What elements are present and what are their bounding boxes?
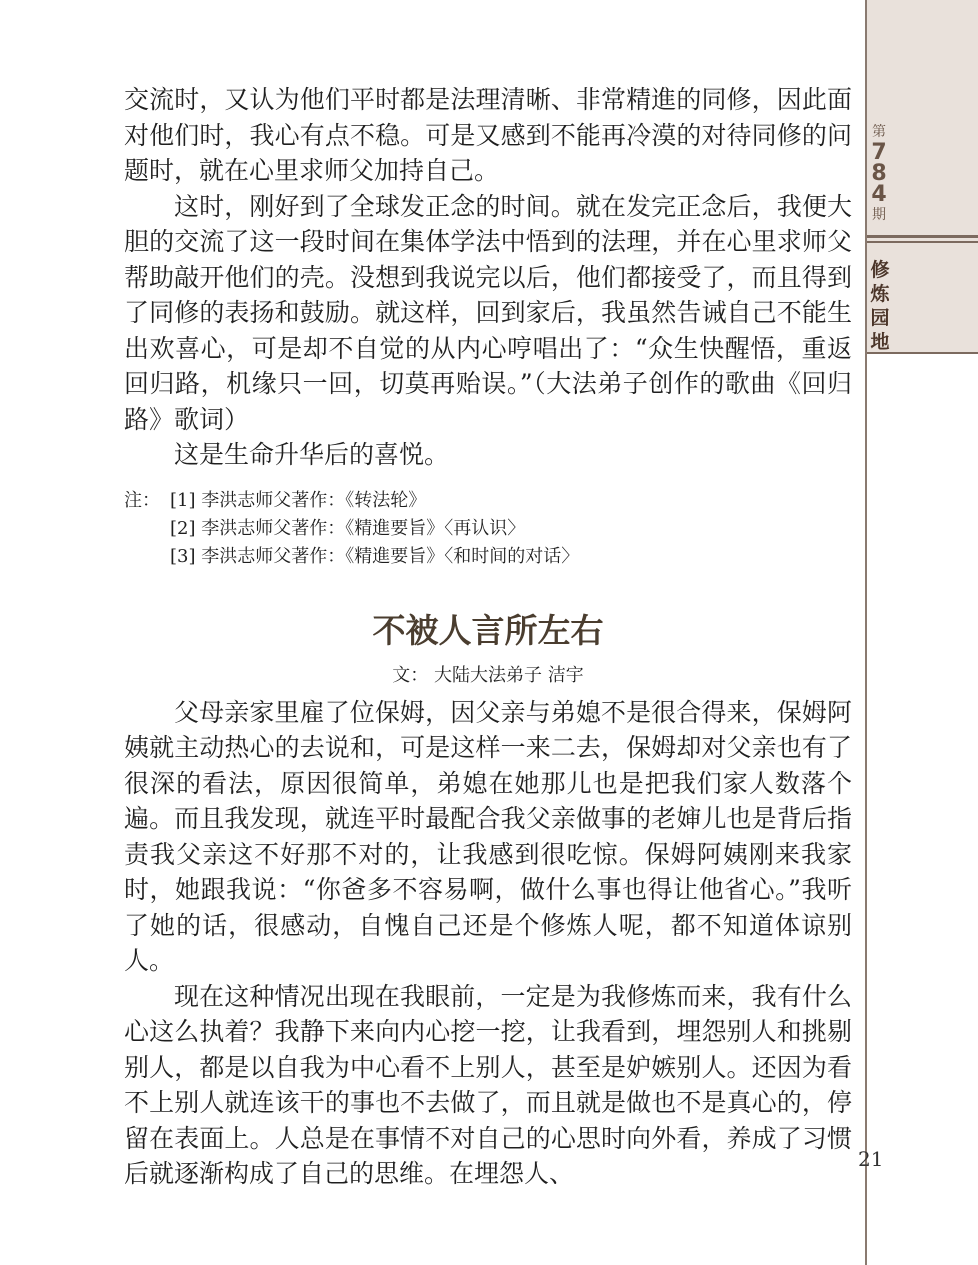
article-title: 不被人言所左右: [372, 610, 604, 650]
article-paragraph: 交流时，又认为他们平时都是法理清晰、非常精進的同修，因此面对他们时，我心有点不稳。可是又感到不能再冷漠的对待同修的问题时，就在心里求师父加持自己。: [124, 85, 852, 185]
footnote: [124, 487, 852, 515]
section-char: 地: [870, 331, 890, 353]
footnote: [124, 515, 852, 543]
issue-digit: 7: [871, 140, 887, 165]
issue-number: [867, 122, 891, 225]
issue-suffix: 期: [872, 207, 886, 223]
section-char: 炼: [870, 283, 890, 305]
footnote-text: [3] 李洪志师父著作：《精進要旨》〈和时间的对话〉: [170, 545, 580, 567]
page-number: 21: [858, 1147, 884, 1171]
footnote-text: [2] 李洪志师父著作：《精進要旨》〈再认识〉: [170, 517, 526, 539]
footnote-text: [1] 李洪志师父著作：《转法轮》: [170, 489, 427, 511]
divider: [867, 241, 978, 243]
footnotes: [124, 487, 852, 571]
section-char: 修: [870, 259, 890, 281]
divider: [867, 235, 978, 238]
issue-digit: 4: [871, 182, 887, 207]
article-byline: 文： 大陆大法弟子 洁宇: [392, 664, 584, 686]
page-content: [124, 82, 852, 1192]
article-paragraph: 父母亲家里雇了位保姆，因父亲与弟媳不是很合得来，保姆阿姨就主动热心的去说和，可是这样一来二去，保姆却对父亲也有了很深的看法，原因很简单，弟媳在她那儿也是把我们家人数落个遍。而且我发现，就连平时最配合我父亲做事的老婶儿也是背后指责我父亲这不好那不对的，让我感到很吃惊。保姆阿姨刚来我家时，她跟我说：“你爸多不容易啊，做什么事也得让他省心。”我听了她的话，很感动，自愧自己还是个修炼人呢，都不知道体谅别人。: [124, 697, 852, 975]
issue-prefix: 第: [872, 124, 886, 140]
section-name: [867, 258, 893, 354]
issue-digit: 8: [871, 161, 887, 186]
article-paragraph: 现在这种情况出现在我眼前，一定是为我修炼而来，我有什么心这么执着？我静下来向内心挖一挖，让我看到，埋怨别人和挑剔别人，都是以自我为中心看不上别人，甚至是妒嫉别人。还因为看不上别人就连该干的事也不去做了，而且就是做也不是真心的，停留在表面上。人总是在事情不对自己的心思时向外看，养成了习惯后就逐渐构成了自己的思维。在埋怨人、: [124, 981, 852, 1188]
article-paragraph: 这是生命升华后的喜悦。: [174, 440, 450, 469]
section-char: 园: [870, 307, 890, 329]
footnote-label: 注：: [124, 489, 160, 511]
footnote: [124, 543, 852, 571]
article-paragraph: 这时，刚好到了全球发正念的时间。就在发完正念后，我便大胆的交流了这一段时间在集体学法中悟到的法理，并在心里求师父帮助敲开他们的壳。没想到我说完以后，他们都接受了，而且得到了同修的表扬和鼓励。就这样，回到家后，我虽然告诫自己不能生出欢喜心，可是却不自觉的从内心哼唱出了：“众生快醒悟，重返回归路，机缘只一回，切莫再贻误。”（大法弟子创作的歌曲《回归路》歌词）: [124, 191, 852, 434]
